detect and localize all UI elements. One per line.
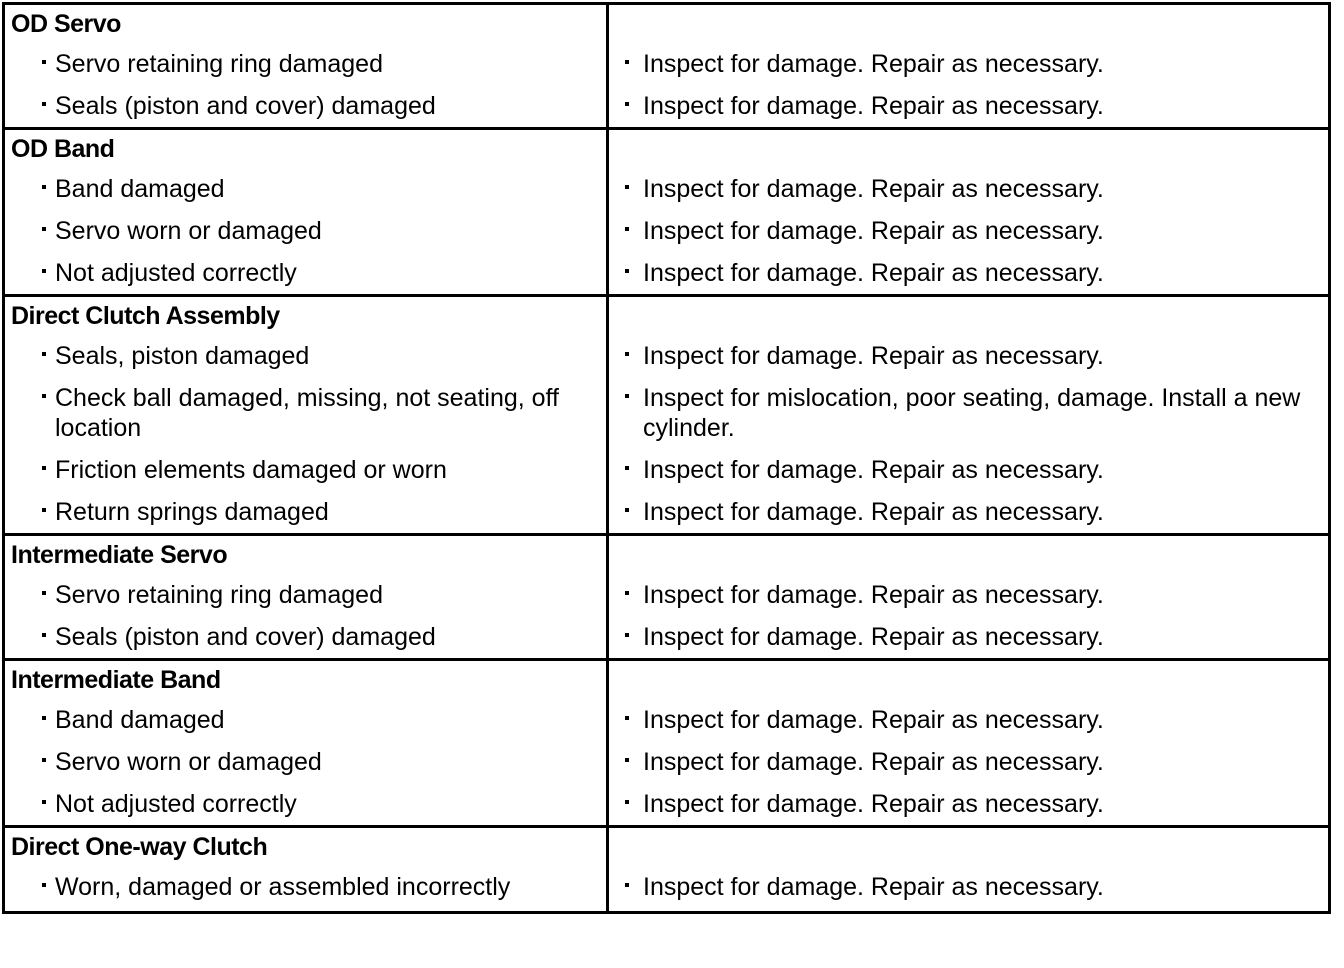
bullet-icon <box>625 394 629 398</box>
action-text: Inspect for damage. Repair as necessary. <box>643 748 1104 776</box>
action-item <box>609 616 1328 658</box>
section-title-spacer <box>609 297 1328 335</box>
section-direct-one-way-clutch <box>4 827 1330 913</box>
cause-text: Not adjusted correctly <box>55 259 297 287</box>
section-title-spacer <box>609 828 1328 866</box>
bullet-icon <box>625 102 629 106</box>
cause-item <box>5 574 606 616</box>
cause-text: Seals, piston damaged <box>55 342 310 370</box>
action-item <box>609 168 1328 210</box>
action-cell <box>608 296 1330 535</box>
section-title: Intermediate Band <box>11 666 221 694</box>
action-text: Inspect for damage. Repair as necessary. <box>643 217 1104 245</box>
bullet-icon <box>42 591 46 595</box>
cause-cell <box>4 660 608 827</box>
bullet-icon <box>42 508 46 512</box>
bullet-icon <box>42 102 46 106</box>
cause-text: Servo worn or damaged <box>55 217 322 245</box>
cause-item <box>5 377 606 449</box>
bullet-icon <box>42 633 46 637</box>
cause-item <box>5 168 606 210</box>
action-item <box>609 574 1328 616</box>
bullet-icon <box>625 60 629 64</box>
cause-cell <box>4 535 608 660</box>
diagnosis-table <box>2 2 1331 914</box>
cause-text: Worn, damaged or assembled incorrectly <box>55 873 511 901</box>
cause-text: Band damaged <box>55 706 225 734</box>
action-item <box>609 210 1328 252</box>
action-text: Inspect for damage. Repair as necessary. <box>643 456 1104 484</box>
bullet-icon <box>625 269 629 273</box>
cause-text: Band damaged <box>55 175 225 203</box>
cause-cell <box>4 296 608 535</box>
action-text: Inspect for damage. Repair as necessary. <box>643 706 1104 734</box>
bullet-icon <box>42 227 46 231</box>
cause-text: Return springs damaged <box>55 498 329 526</box>
cause-item <box>5 210 606 252</box>
action-item <box>609 783 1328 825</box>
bullet-icon <box>625 466 629 470</box>
section-intermediate-servo <box>4 535 1330 660</box>
bullet-icon <box>42 883 46 887</box>
action-text: Inspect for damage. Repair as necessary. <box>643 498 1104 526</box>
bullet-icon <box>625 883 629 887</box>
cause-text: Servo retaining ring damaged <box>55 581 383 609</box>
cause-cell <box>4 129 608 296</box>
cause-item <box>5 741 606 783</box>
bullet-icon <box>625 633 629 637</box>
cause-item <box>5 699 606 741</box>
cause-item <box>5 616 606 658</box>
bullet-icon <box>42 394 46 398</box>
action-text: Inspect for damage. Repair as necessary. <box>643 175 1104 203</box>
bullet-icon <box>625 758 629 762</box>
section-title-spacer <box>609 5 1328 43</box>
action-item <box>609 377 1328 449</box>
section-title-spacer <box>609 536 1328 574</box>
action-item <box>609 866 1328 911</box>
action-item <box>609 491 1328 533</box>
cause-text: Servo retaining ring damaged <box>55 50 383 78</box>
action-item <box>609 335 1328 377</box>
cause-text: Not adjusted correctly <box>55 790 297 818</box>
cause-item <box>5 449 606 491</box>
cause-cell <box>4 827 608 913</box>
action-item <box>609 252 1328 294</box>
section-title: OD Servo <box>11 10 121 38</box>
bullet-icon <box>42 466 46 470</box>
action-cell <box>608 4 1330 129</box>
section-title: Intermediate Servo <box>11 541 228 569</box>
action-cell <box>608 129 1330 296</box>
action-text: Inspect for damage. Repair as necessary. <box>643 873 1104 901</box>
cause-cell <box>4 4 608 129</box>
bullet-icon <box>42 60 46 64</box>
bullet-icon <box>625 185 629 189</box>
action-text: Inspect for damage. Repair as necessary. <box>643 259 1104 287</box>
cause-item <box>5 252 606 294</box>
section-od-servo <box>4 4 1330 129</box>
section-title-spacer <box>609 130 1328 168</box>
section-title: Direct One-way Clutch <box>11 833 268 861</box>
bullet-icon <box>625 352 629 356</box>
bullet-icon <box>625 508 629 512</box>
bullet-icon <box>42 185 46 189</box>
action-cell <box>608 535 1330 660</box>
cause-item <box>5 866 606 911</box>
bullet-icon <box>42 800 46 804</box>
action-cell <box>608 827 1330 913</box>
bullet-icon <box>625 800 629 804</box>
cause-text: Check ball damaged, missing, not seating, off location <box>55 384 559 442</box>
action-text: Inspect for damage. Repair as necessary. <box>643 581 1104 609</box>
action-item <box>609 741 1328 783</box>
cause-text: Seals (piston and cover) damaged <box>55 623 436 651</box>
cause-item <box>5 85 606 127</box>
bullet-icon <box>625 716 629 720</box>
bullet-icon <box>42 269 46 273</box>
bullet-icon <box>42 716 46 720</box>
cause-item <box>5 335 606 377</box>
cause-text: Servo worn or damaged <box>55 748 322 776</box>
action-item <box>609 43 1328 85</box>
cause-text: Friction elements damaged or worn <box>55 456 447 484</box>
section-direct-clutch-assembly <box>4 296 1330 535</box>
section-od-band <box>4 129 1330 296</box>
action-text: Inspect for damage. Repair as necessary. <box>643 790 1104 818</box>
bullet-icon <box>42 758 46 762</box>
diagnosis-page <box>2 2 1328 932</box>
action-text: Inspect for mislocation, poor seating, damage. Install a new cylinder. <box>643 384 1301 442</box>
action-item <box>609 699 1328 741</box>
action-cell <box>608 660 1330 827</box>
bullet-icon <box>42 352 46 356</box>
action-text: Inspect for damage. Repair as necessary. <box>643 92 1104 120</box>
section-title: Direct Clutch Assembly <box>11 302 280 330</box>
action-item <box>609 85 1328 127</box>
action-text: Inspect for damage. Repair as necessary. <box>643 50 1104 78</box>
bullet-icon <box>625 591 629 595</box>
cause-item <box>5 491 606 533</box>
section-intermediate-band <box>4 660 1330 827</box>
cause-text: Seals (piston and cover) damaged <box>55 92 436 120</box>
action-text: Inspect for damage. Repair as necessary. <box>643 342 1104 370</box>
cause-item <box>5 43 606 85</box>
section-title-spacer <box>609 661 1328 699</box>
bullet-icon <box>625 227 629 231</box>
cause-item <box>5 783 606 825</box>
action-text: Inspect for damage. Repair as necessary. <box>643 623 1104 651</box>
section-title: OD Band <box>11 135 115 163</box>
action-item <box>609 449 1328 491</box>
